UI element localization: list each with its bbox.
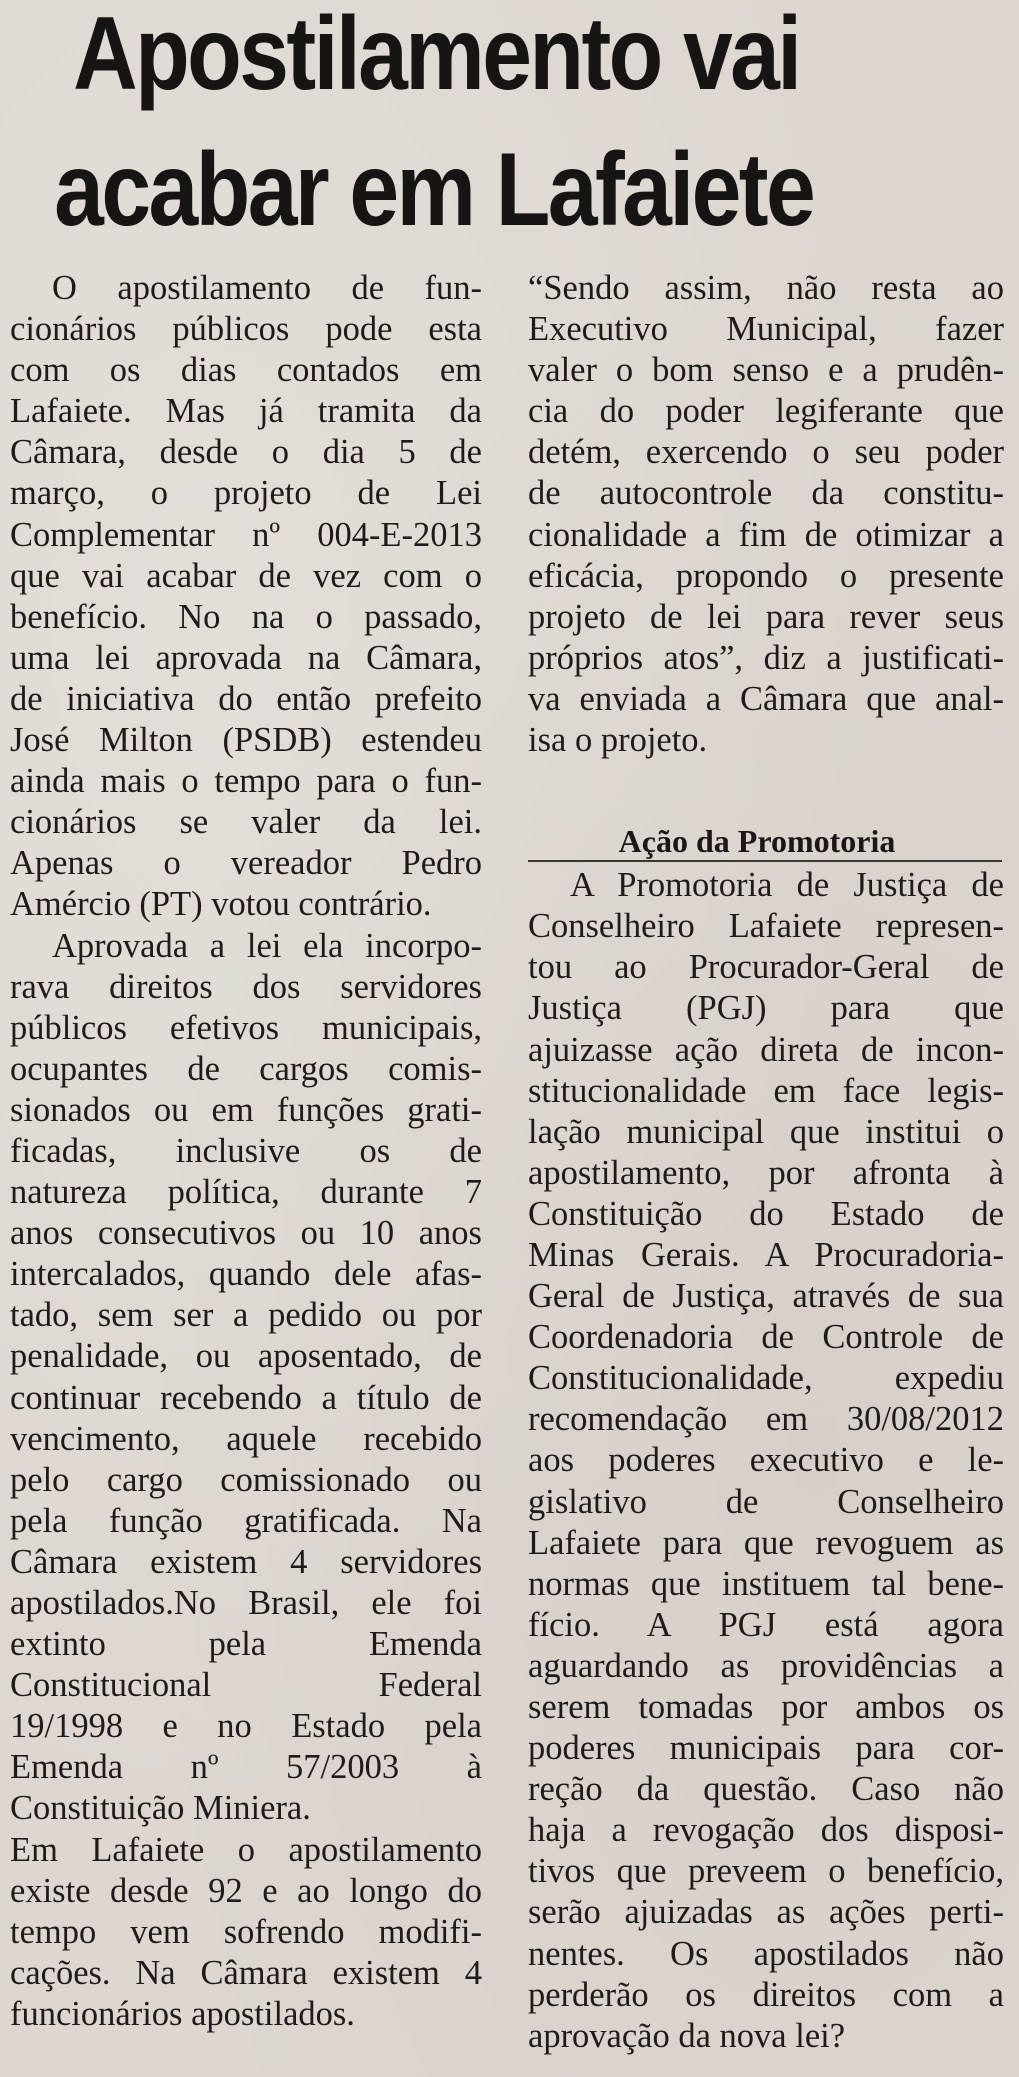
text-line: pela função gratificada. Na (10, 1501, 482, 1540)
text-line: Constitucionalidade, expediu (528, 1359, 1004, 1398)
text-line: aos poderes executivo e le- (528, 1441, 1004, 1480)
text-line: ainda mais o tempo para o fun- (10, 762, 482, 801)
text-line: sionados ou em funções grati- (10, 1090, 482, 1129)
text-line: de iniciativa do então prefeito (10, 679, 482, 718)
text-line: serão ajuizadas as ações perti- (528, 1893, 1004, 1932)
text-line: Executivo Municipal, fazer (528, 310, 1004, 349)
text-line: Emenda nº 57/2003 à (10, 1748, 482, 1787)
text-line: “Sendo assim, não resta ao (528, 269, 1004, 307)
text-line: tou ao Procurador-Geral de (528, 948, 1004, 987)
text-line: valer o bom senso e a prudên- (528, 351, 1004, 390)
headline (0, 0, 876, 258)
text-line: tempo vem sofrendo modifi- (10, 1912, 482, 1951)
text-line: recomendação em 30/08/2012 (528, 1400, 1004, 1439)
text-line: ficadas, inclusive os de (10, 1131, 482, 1170)
text-line: Câmara existem 4 servidores (10, 1542, 482, 1581)
text-line: projeto de lei para rever seus (528, 597, 1004, 636)
text-line: poderes municipais para cor- (528, 1729, 1004, 1768)
headline-line-1: Apostilamento vai (73, 0, 800, 112)
text-line: Lafaiete. Mas já tramita da (10, 392, 482, 431)
text-line: Complementar nº 004-E-2013 (10, 515, 482, 554)
text-line: anos consecutivos ou 10 anos (10, 1214, 482, 1253)
text-line: extinto pela Emenda (10, 1625, 482, 1664)
text-line: cações. Na Câmara existem 4 (10, 1953, 482, 1992)
text-line: Justiça (PGJ) para que (528, 989, 1004, 1028)
text-line: março, o projeto de Lei (10, 474, 482, 513)
text-line: cia do poder legiferante que (528, 392, 1004, 431)
text-line: Coordenadoria de Controle de (528, 1318, 1004, 1357)
paragraph-quote (528, 268, 1004, 761)
text-line: de autocontrole da constitu- (528, 474, 1004, 513)
text-line: ajuizasse ação direta de incon- (528, 1030, 1004, 1069)
text-line: tivos que preveem o benefício, (528, 1852, 1004, 1891)
text-line: gislativo de Conselheiro (528, 1482, 1004, 1521)
text-line: aguardando as providências a (528, 1646, 1004, 1685)
text-line: Aprovada a lei ela incorpo- (52, 926, 482, 965)
text-line: existe desde 92 e ao longo do (10, 1871, 482, 1910)
text-line: va enviada a Câmara que anal- (528, 679, 1004, 718)
text-line: apostilados.No Brasil, ele foi (10, 1584, 482, 1622)
text-line: tado, sem ser a pedido ou por (10, 1296, 482, 1335)
text-line: Lafaiete para que revoguem as (528, 1523, 1004, 1562)
text-line: Apenas o vereador Pedro (10, 844, 482, 883)
paragraph-aprovada (10, 926, 482, 1830)
text-line: Em Lafaiete o apostilamento (10, 1830, 482, 1869)
text-line: funcionários apostilados. (10, 1994, 355, 2033)
text-line: benefício. No na o passado, (10, 597, 482, 636)
text-line: Minas Gerais. A Procuradoria- (528, 1235, 1004, 1274)
text-line: ocupantes de cargos comis- (10, 1049, 482, 1088)
paragraph-em-lafaiete (10, 1830, 482, 2035)
text-line: stitucionalidade em face legis- (528, 1071, 1004, 1110)
text-line: reção da questão. Caso não (528, 1770, 1004, 1809)
text-line: nentes. Os apostilados não (528, 1934, 1004, 1973)
paragraph-intro (10, 268, 482, 926)
text-line: serem tomadas por ambos os (528, 1688, 1004, 1726)
text-line: continuar recebendo a título de (10, 1378, 482, 1417)
text-line: natureza política, durante 7 (10, 1173, 482, 1212)
text-line: detém, exercendo o seu poder (528, 433, 1004, 472)
text-line: apostilamento, por afronta à (528, 1153, 1004, 1192)
text-line: Constitucional Federal (10, 1666, 482, 1705)
text-line: A Promotoria de Justiça de (570, 866, 1004, 905)
text-line: Conselheiro Lafaiete represen- (528, 907, 1004, 946)
subheading-divider (528, 860, 1002, 862)
text-line: Constituição do Estado de (528, 1194, 1004, 1233)
text-line: fício. A PGJ está agora (528, 1605, 1004, 1644)
text-line: penalidade, ou aposentado, de (10, 1337, 482, 1376)
text-line: isa o projeto. (528, 721, 708, 760)
text-line: com os dias contados em (10, 351, 482, 390)
text-line: vencimento, aquele recebido (10, 1419, 482, 1458)
text-line: Câmara, desde o dia 5 de (10, 433, 482, 472)
text-line: Geral de Justiça, através de sua (528, 1277, 1004, 1316)
text-line: intercalados, quando dele afas- (10, 1255, 482, 1294)
text-line: haja a revogação dos disposi- (528, 1811, 1004, 1850)
text-line: cionalidade a fim de otimizar a (528, 515, 1004, 554)
text-line: pelo cargo comissionado ou (10, 1460, 482, 1499)
text-line: que vai acabar de vez com o (10, 556, 482, 595)
text-line: cionários se valer da lei. (10, 803, 482, 842)
left-column (10, 268, 482, 2035)
headline-line-2: acabar em Lafaiete (54, 132, 814, 248)
subheading-acao-da-promotoria: Ação da Promotoria (618, 823, 896, 860)
text-line: cionários públicos pode esta (10, 310, 482, 349)
text-line: O apostilamento de fun- (52, 269, 482, 307)
text-line: próprios atos”, diz a justificati- (528, 638, 1004, 677)
text-line: perderão os direitos com a (528, 1975, 1004, 2014)
text-line: normas que instituem tal bene- (528, 1564, 1004, 1603)
text-line: aprovação da nova lei? (528, 2016, 846, 2055)
text-line: Amércio (PT) votou contrário. (10, 885, 432, 924)
text-line: eficácia, propondo o presente (528, 556, 1004, 595)
text-line: 19/1998 e no Estado pela (10, 1707, 482, 1746)
text-line: lação municipal que institui o (528, 1112, 1004, 1151)
text-line: Constituição Miniera. (10, 1789, 311, 1828)
text-line: José Milton (PSDB) estendeu (10, 721, 482, 760)
paragraph-promotoria (528, 865, 1004, 2057)
text-line: rava direitos dos servidores (10, 967, 482, 1006)
right-column (528, 268, 1004, 2057)
text-line: públicos efetivos municipais, (10, 1008, 482, 1047)
text-line: uma lei aprovada na Câmara, (10, 638, 482, 677)
